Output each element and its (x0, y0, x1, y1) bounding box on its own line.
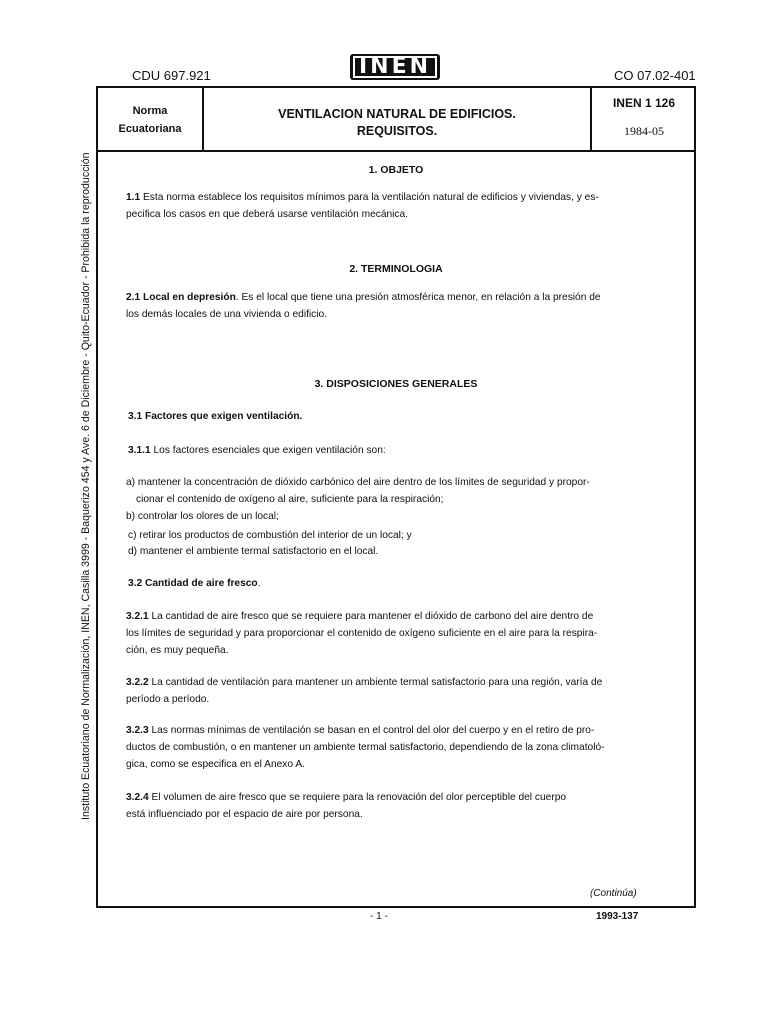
subsection-3-1-title: 3.1 Factores que exigen ventilación. (128, 411, 303, 422)
document-code: CO 07.02-401 (614, 68, 696, 83)
section-1-title: 1. OBJETO (368, 164, 424, 176)
paragraph-3-2-1: 3.2.1 La cantidad de aire fresco que se requiere para mantener el dióxido de carbono del aire dentro de los límites de seguridad y para proporcionar el contenido de oxígeno suficiente en el aire para la respira- ción, es muy pequeña. (126, 611, 598, 656)
standard-number: INEN 1 126 (612, 96, 676, 110)
standard-year: 1984-05 (624, 124, 664, 138)
list-item-d: d) mantener el ambiente termal satisfactorio en el local. (128, 546, 379, 557)
paragraph-3-2-2: 3.2.2 La cantidad de ventilación para mantener un ambiente termal satisfactorio para una región, varía de período a período. (126, 677, 603, 705)
paragraph-3-2-3: 3.2.3 Las normas mínimas de ventilación se basan en el control del olor del cuerpo y en el retiro de pro- ductos de combustión, o en mantener un ambiente termal satisfactorio, dependiendo de la zona climatoló- gica, como se especifica en el Anexo A. (126, 725, 605, 770)
cdu-code: CDU 697.921 (132, 68, 211, 83)
norma-label: Norma Ecuatoriana (118, 105, 182, 135)
paragraph-3-2-4: 3.2.4 El volumen de aire fresco que se requiere para la renovación del olor perceptible del cuerpo está influenciado por el espacio de aire por persona. (126, 792, 567, 820)
continua-note: (Continúa) (590, 888, 637, 899)
inen-logo: INEN (350, 54, 440, 80)
list-item-a: a) mantener la concentración de dióxido carbónico del aire dentro de los límites de seguridad y propor- cionar el contenido de oxígeno al aire, suficiente para la respiración; (126, 477, 590, 505)
document-reference: 1993-137 (596, 911, 639, 922)
title-divider (96, 150, 696, 152)
section-3-title: 3. DISPOSICIONES GENERALES (314, 378, 478, 390)
section-2-title: 2. TERMINOLOGIA (349, 263, 443, 275)
side-publisher-text: Instituto Ecuatoriano de Normalización, INEN, Casilla 3999 - Baquerizo 454 y Ave. 6 de Diciembre - Quito-Ecuador - Prohibida la reproducción (80, 152, 92, 820)
page-number: - 1 - (370, 911, 388, 922)
page-title: VENTILACION NATURAL DE EDIFICIOS. REQUISITOS. (278, 107, 516, 138)
paragraph-1-1: 1.1 Esta norma establece los requisitos mínimos para la ventilación natural de edificios y viviendas, y es- pecifica los casos en que deberá usarse ventilación mecánica. (126, 192, 599, 220)
list-item-b: b) controlar los olores de un local; (126, 511, 279, 522)
paragraph-3-1-1: 3.1.1 Los factores esenciales que exigen ventilación son: (128, 445, 386, 456)
subsection-3-2-title: 3.2 Cantidad de aire fresco. (128, 578, 261, 589)
list-item-c: c) retirar los productos de combustión del interior de un local; y (128, 530, 412, 541)
paragraph-2-1: 2.1 Local en depresión. Es el local que tiene una presión atmosférica menor, en relación a la presión de los demás locales de una vivienda o edificio. (126, 292, 601, 320)
